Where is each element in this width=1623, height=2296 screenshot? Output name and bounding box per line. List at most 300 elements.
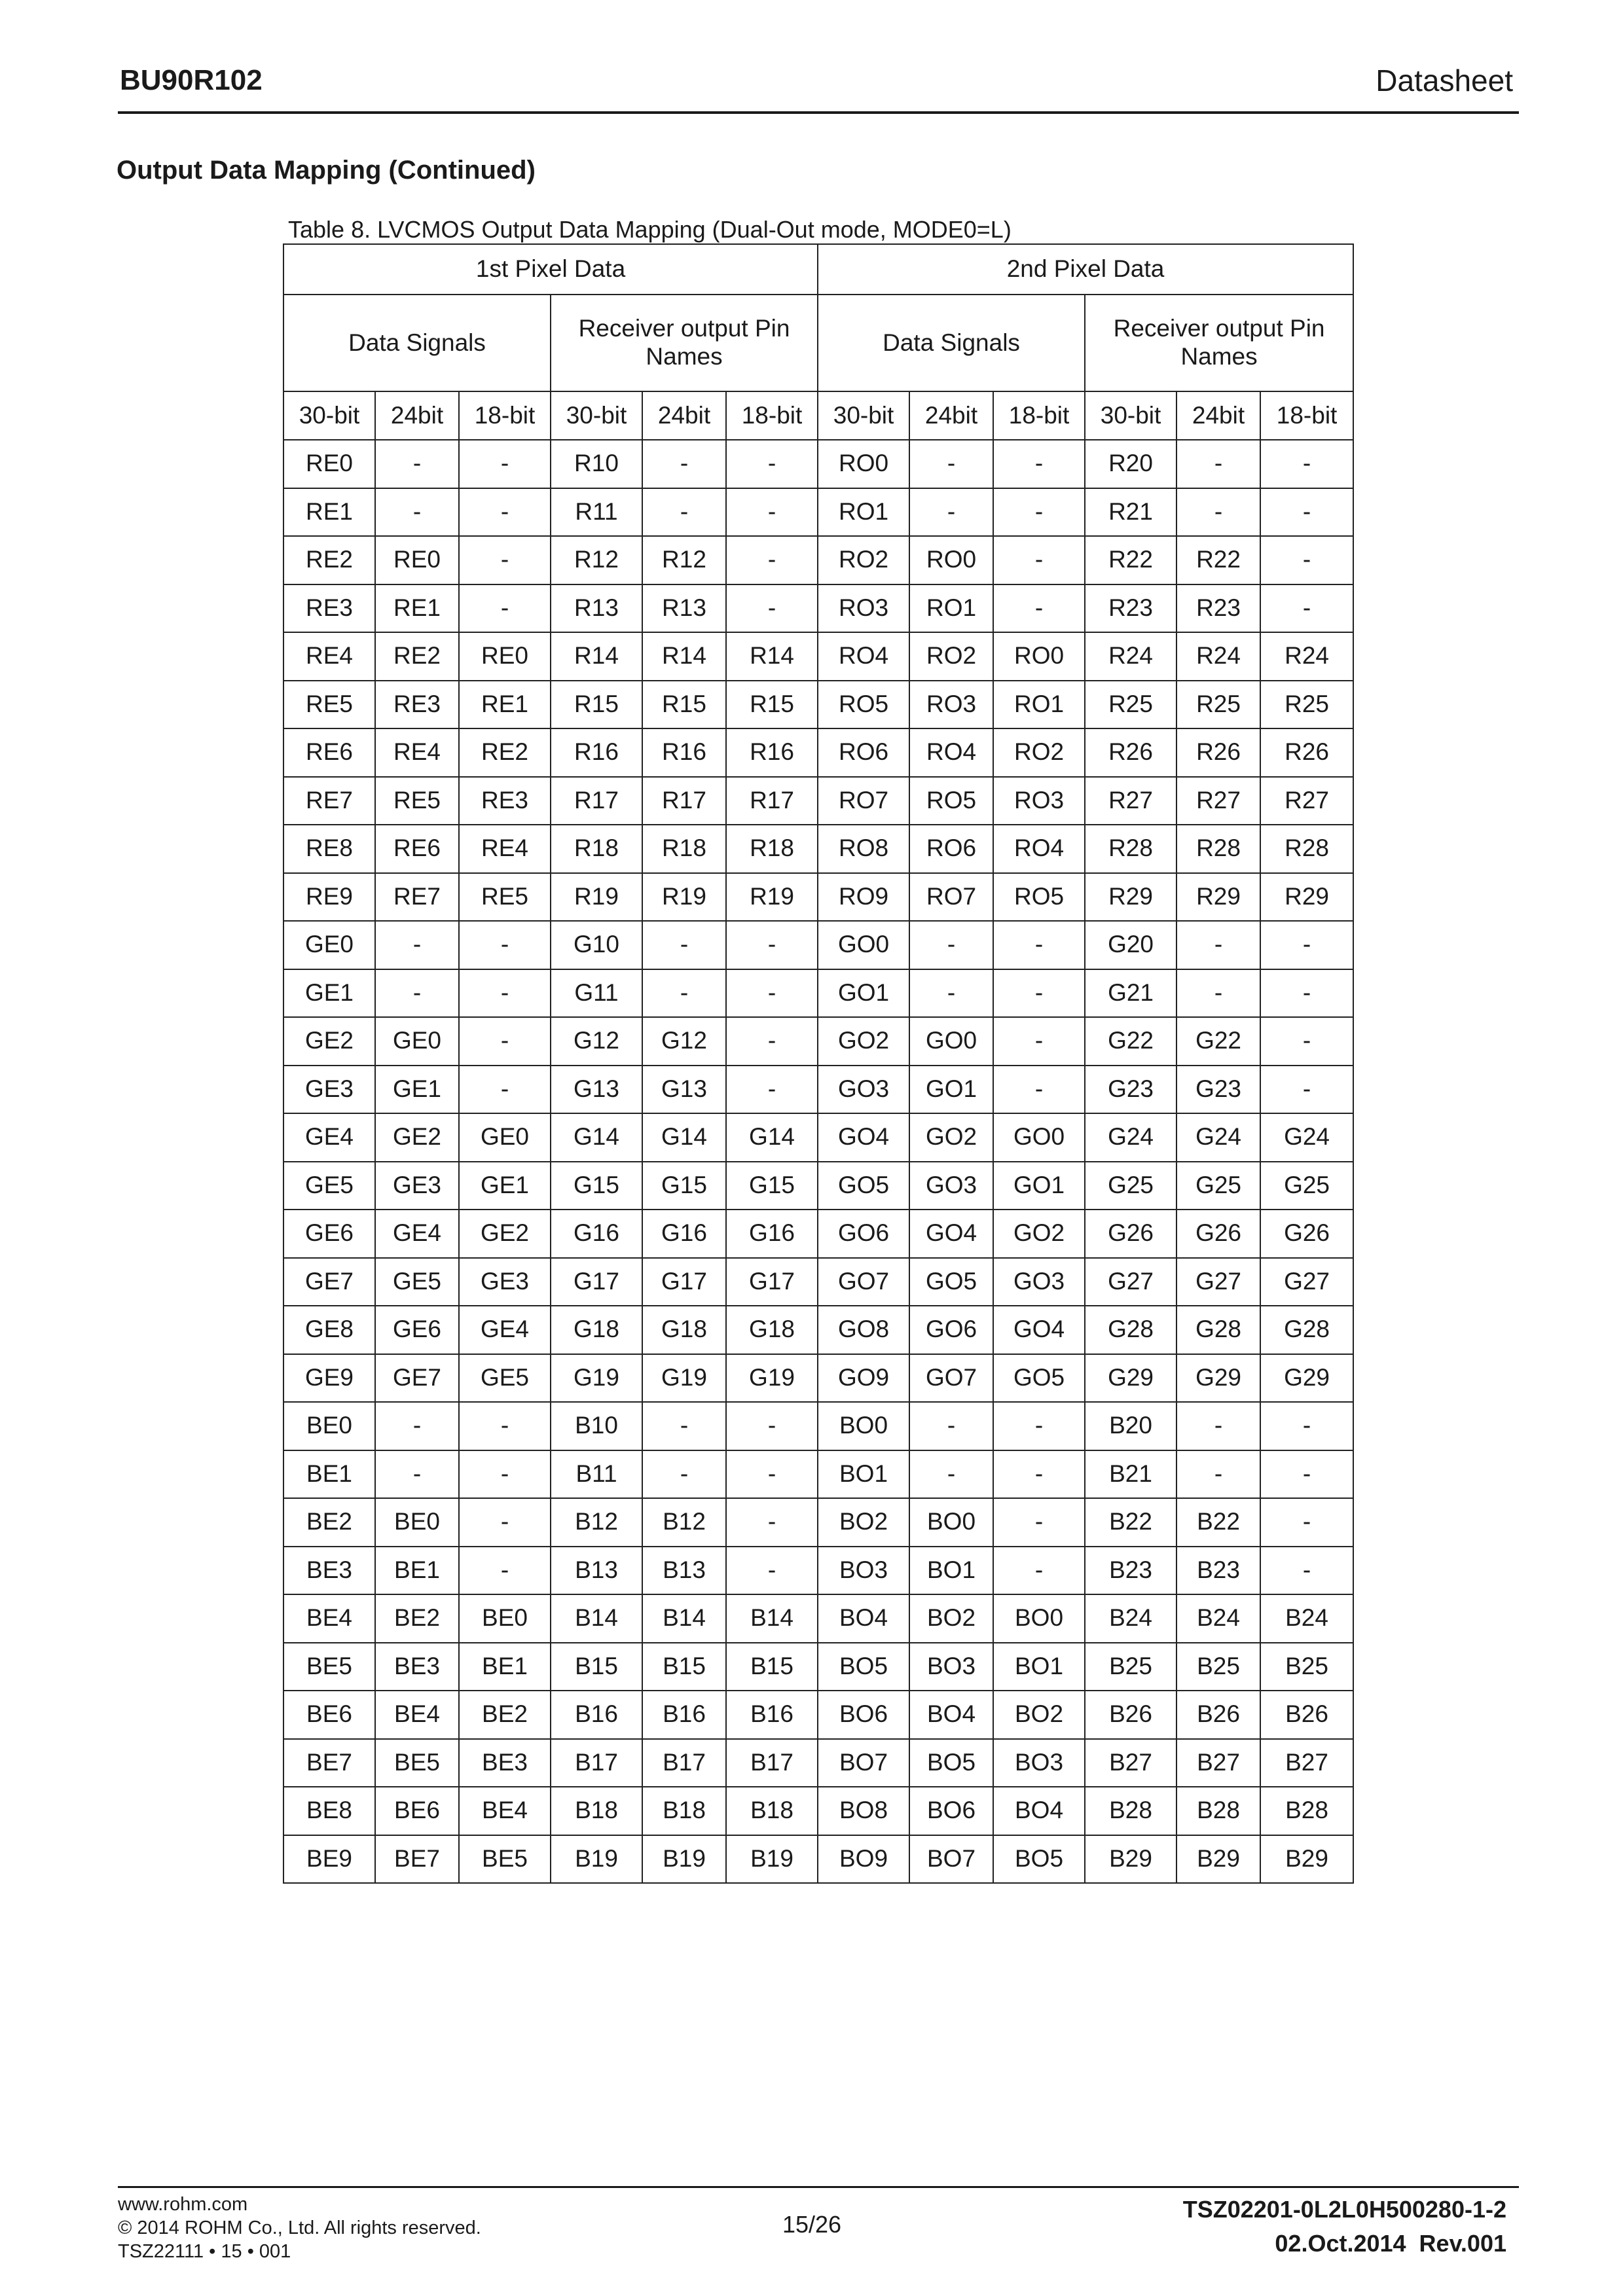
table-cell: -	[1260, 1547, 1353, 1595]
table-cell: R10	[551, 440, 642, 488]
table-cell: BO2	[818, 1498, 909, 1547]
table-cell: -	[375, 1450, 459, 1499]
table-cell: B12	[642, 1498, 726, 1547]
table-cell: B27	[1260, 1739, 1353, 1787]
table-cell: GO1	[818, 969, 909, 1018]
table-row	[283, 728, 1353, 777]
table-cell: -	[1260, 1017, 1353, 1066]
table-cell: R15	[726, 681, 818, 729]
table-row	[283, 1113, 1353, 1162]
table-cell: -	[459, 1066, 551, 1114]
table-cell: G26	[1260, 1210, 1353, 1258]
table-row	[283, 1498, 1353, 1547]
bit-header: 24bit	[375, 391, 459, 440]
table-cell: B27	[1085, 1739, 1176, 1787]
table-cell: -	[726, 536, 818, 584]
table-cell: -	[459, 440, 551, 488]
table-cell: BE7	[283, 1739, 375, 1787]
table-cell: R13	[551, 584, 642, 633]
table-cell: -	[909, 921, 993, 969]
table-cell: G27	[1176, 1258, 1260, 1306]
table-cell: GE6	[375, 1306, 459, 1354]
table-cell: -	[1176, 1402, 1260, 1450]
table-cell: G21	[1085, 969, 1176, 1018]
table-cell: GE3	[459, 1258, 551, 1306]
table-cell: B16	[726, 1691, 818, 1739]
table-cell: -	[909, 969, 993, 1018]
table-row	[283, 873, 1353, 922]
table-cell: GO4	[993, 1306, 1085, 1354]
table-cell: G18	[551, 1306, 642, 1354]
table-cell: -	[993, 488, 1085, 537]
table-cell: G27	[1085, 1258, 1176, 1306]
bit-header: 30-bit	[1085, 391, 1176, 440]
table-cell: RO1	[993, 681, 1085, 729]
table-cell: R27	[1260, 777, 1353, 825]
table-cell: GO7	[818, 1258, 909, 1306]
table-cell: -	[1260, 969, 1353, 1018]
table-row	[283, 536, 1353, 584]
table-cell: -	[1260, 1402, 1353, 1450]
table-cell: -	[1176, 1450, 1260, 1499]
table-cell: B29	[1085, 1835, 1176, 1884]
table-cell: -	[726, 488, 818, 537]
table-cell: G28	[1260, 1306, 1353, 1354]
table-row	[283, 1017, 1353, 1066]
table-cell: RE0	[283, 440, 375, 488]
bit-header: 24bit	[642, 391, 726, 440]
table-cell: RO9	[818, 873, 909, 922]
sub-header-pin-names-2: Receiver output Pin Names	[1085, 295, 1353, 391]
bit-header: 30-bit	[551, 391, 642, 440]
table-cell: GE6	[283, 1210, 375, 1258]
table-cell: G23	[1085, 1066, 1176, 1114]
table-cell: BE6	[283, 1691, 375, 1739]
table-row	[283, 681, 1353, 729]
table-cell: B18	[551, 1787, 642, 1835]
table-cell: BO1	[909, 1547, 993, 1595]
table-cell: -	[459, 1547, 551, 1595]
table-cell: RE2	[375, 632, 459, 681]
table-cell: B17	[726, 1739, 818, 1787]
table-cell: GO3	[818, 1066, 909, 1114]
table-cell: BO2	[993, 1691, 1085, 1739]
table-cell: G22	[1085, 1017, 1176, 1066]
table-cell: RO2	[909, 632, 993, 681]
table-cell: GE5	[283, 1162, 375, 1210]
table-cell: RE6	[283, 728, 375, 777]
table-cell: B19	[726, 1835, 818, 1884]
table-cell: R26	[1260, 728, 1353, 777]
table-cell: GE0	[375, 1017, 459, 1066]
table-cell: -	[642, 1402, 726, 1450]
bit-header: 30-bit	[818, 391, 909, 440]
bit-width-header-row	[283, 391, 1353, 440]
table-cell: B28	[1260, 1787, 1353, 1835]
table-cell: G13	[551, 1066, 642, 1114]
table-cell: GO4	[818, 1113, 909, 1162]
table-cell: G24	[1085, 1113, 1176, 1162]
table-cell: B18	[642, 1787, 726, 1835]
table-cell: RE3	[283, 584, 375, 633]
table-cell: -	[993, 536, 1085, 584]
table-row	[283, 632, 1353, 681]
table-cell: B16	[551, 1691, 642, 1739]
table-cell: R26	[1085, 728, 1176, 777]
table-cell: B19	[551, 1835, 642, 1884]
table-cell: G23	[1176, 1066, 1260, 1114]
table-cell: GE4	[375, 1210, 459, 1258]
table-cell: B14	[642, 1594, 726, 1643]
table-cell: G17	[551, 1258, 642, 1306]
table-cell: BO3	[993, 1739, 1085, 1787]
table-cell: RO7	[909, 873, 993, 922]
table-cell: RE1	[459, 681, 551, 729]
table-cell: BE3	[283, 1547, 375, 1595]
table-cell: B26	[1260, 1691, 1353, 1739]
table-cell: RE4	[375, 728, 459, 777]
table-cell: GE7	[375, 1354, 459, 1403]
table-cell: GE0	[459, 1113, 551, 1162]
table-cell: GO5	[818, 1162, 909, 1210]
table-cell: -	[1260, 1450, 1353, 1499]
table-cell: R25	[1085, 681, 1176, 729]
document-type: Datasheet	[1376, 63, 1513, 98]
table-cell: BO5	[909, 1739, 993, 1787]
table-cell: -	[993, 1498, 1085, 1547]
table-cell: R18	[642, 825, 726, 873]
table-cell: R19	[551, 873, 642, 922]
sub-header-data-signals-2: Data Signals	[818, 295, 1085, 391]
table-cell: R29	[1260, 873, 1353, 922]
table-cell: B24	[1085, 1594, 1176, 1643]
table-cell: R23	[1176, 584, 1260, 633]
table-cell: GO4	[909, 1210, 993, 1258]
table-cell: R19	[642, 873, 726, 922]
table-cell: R24	[1085, 632, 1176, 681]
table-cell: R28	[1176, 825, 1260, 873]
table-cell: G28	[1176, 1306, 1260, 1354]
table-row	[283, 1306, 1353, 1354]
table-cell: B14	[551, 1594, 642, 1643]
table-cell: G22	[1176, 1017, 1260, 1066]
table-cell: -	[726, 440, 818, 488]
table-cell: G11	[551, 969, 642, 1018]
table-cell: GE9	[283, 1354, 375, 1403]
table-cell: R27	[1085, 777, 1176, 825]
table-cell: BO2	[909, 1594, 993, 1643]
table-cell: B13	[551, 1547, 642, 1595]
table-cell: B28	[1085, 1787, 1176, 1835]
table-cell: -	[1260, 536, 1353, 584]
table-cell: RO7	[818, 777, 909, 825]
table-row	[283, 1258, 1353, 1306]
table-cell: -	[726, 1017, 818, 1066]
table-cell: -	[909, 1402, 993, 1450]
sub-header-pin-names-1: Receiver output Pin Names	[551, 295, 818, 391]
table-cell: GE1	[375, 1066, 459, 1114]
table-cell: GO1	[909, 1066, 993, 1114]
table-cell: B21	[1085, 1450, 1176, 1499]
table-row	[283, 1787, 1353, 1835]
table-cell: -	[993, 1066, 1085, 1114]
table-cell: BO8	[818, 1787, 909, 1835]
table-cell: RO8	[818, 825, 909, 873]
table-cell: G19	[726, 1354, 818, 1403]
part-number: BU90R102	[120, 64, 263, 96]
table-row	[283, 825, 1353, 873]
table-row	[283, 1691, 1353, 1739]
table-cell: GE4	[283, 1113, 375, 1162]
table-cell: RO6	[909, 825, 993, 873]
table-cell: R14	[642, 632, 726, 681]
table-cell: -	[726, 1066, 818, 1114]
table-cell: R29	[1085, 873, 1176, 922]
table-cell: -	[1176, 488, 1260, 537]
table-cell: -	[993, 440, 1085, 488]
bit-header: 18-bit	[459, 391, 551, 440]
table-cell: RE9	[283, 873, 375, 922]
table-cell: R18	[726, 825, 818, 873]
table-cell: BO4	[993, 1787, 1085, 1835]
table-cell: BE5	[283, 1643, 375, 1691]
table-row	[283, 584, 1353, 633]
table-cell: -	[642, 440, 726, 488]
table-cell: B12	[551, 1498, 642, 1547]
table-cell: GE5	[375, 1258, 459, 1306]
table-cell: GO2	[993, 1210, 1085, 1258]
table-cell: G17	[726, 1258, 818, 1306]
table-cell: B19	[642, 1835, 726, 1884]
table-cell: R22	[1176, 536, 1260, 584]
table-cell: GO6	[818, 1210, 909, 1258]
table-cell: -	[993, 584, 1085, 633]
table-cell: BE5	[375, 1739, 459, 1787]
table-cell: -	[726, 1402, 818, 1450]
table-cell: R25	[1260, 681, 1353, 729]
table-cell: RO4	[909, 728, 993, 777]
table-cell: R12	[551, 536, 642, 584]
table-cell: B25	[1260, 1643, 1353, 1691]
output-mapping-table	[283, 243, 1354, 1884]
table-cell: -	[909, 488, 993, 537]
table-cell: -	[1260, 921, 1353, 969]
table-cell: G15	[642, 1162, 726, 1210]
table-cell: R14	[726, 632, 818, 681]
section-title: Output Data Mapping (Continued)	[117, 156, 536, 185]
table-cell: R25	[1176, 681, 1260, 729]
table-cell: -	[993, 1547, 1085, 1595]
table-cell: B23	[1176, 1547, 1260, 1595]
table-cell: B26	[1085, 1691, 1176, 1739]
table-cell: G14	[551, 1113, 642, 1162]
table-cell: G15	[726, 1162, 818, 1210]
table-cell: G15	[551, 1162, 642, 1210]
table-cell: -	[642, 921, 726, 969]
table-cell: -	[459, 584, 551, 633]
table-cell: RE1	[375, 584, 459, 633]
table-cell: RE0	[459, 632, 551, 681]
table-cell: R14	[551, 632, 642, 681]
table-row	[283, 921, 1353, 969]
table-cell: G20	[1085, 921, 1176, 969]
table-cell: G26	[1176, 1210, 1260, 1258]
table-cell: GO0	[818, 921, 909, 969]
table-cell: R27	[1176, 777, 1260, 825]
table-cell: R17	[551, 777, 642, 825]
table-cell: BE6	[375, 1787, 459, 1835]
table-cell: BO4	[909, 1691, 993, 1739]
table-row	[283, 1066, 1353, 1114]
table-cell: -	[1260, 584, 1353, 633]
table-cell: G16	[642, 1210, 726, 1258]
table-cell: B22	[1176, 1498, 1260, 1547]
table-cell: G18	[642, 1306, 726, 1354]
table-cell: GO2	[909, 1113, 993, 1162]
table-cell: G24	[1176, 1113, 1260, 1162]
table-cell: GE1	[459, 1162, 551, 1210]
table-cell: -	[993, 969, 1085, 1018]
table-cell: -	[1260, 488, 1353, 537]
table-cell: B27	[1176, 1739, 1260, 1787]
table-row	[283, 440, 1353, 488]
table-cell: GE0	[283, 921, 375, 969]
table-row	[283, 1162, 1353, 1210]
table-row	[283, 1594, 1353, 1643]
table-cell: R23	[1085, 584, 1176, 633]
table-cell: BE2	[459, 1691, 551, 1739]
table-row	[283, 1835, 1353, 1884]
table-cell: B15	[642, 1643, 726, 1691]
table-cell: BE3	[375, 1643, 459, 1691]
table-cell: RE5	[283, 681, 375, 729]
table-cell: B29	[1176, 1835, 1260, 1884]
table-cell: GE2	[283, 1017, 375, 1066]
table-cell: GE2	[375, 1113, 459, 1162]
table-row	[283, 1739, 1353, 1787]
table-cell: B18	[726, 1787, 818, 1835]
table-cell: B22	[1085, 1498, 1176, 1547]
table-cell: R13	[642, 584, 726, 633]
table-cell: BE5	[459, 1835, 551, 1884]
table-cell: R17	[642, 777, 726, 825]
table-cell: B15	[726, 1643, 818, 1691]
table-cell: BE4	[375, 1691, 459, 1739]
table-cell: -	[1176, 969, 1260, 1018]
table-cell: RO0	[818, 440, 909, 488]
table-cell: BE3	[459, 1739, 551, 1787]
table-cell: BE1	[375, 1547, 459, 1595]
table-cell: G18	[726, 1306, 818, 1354]
table-cell: B23	[1085, 1547, 1176, 1595]
table-cell: B15	[551, 1643, 642, 1691]
table-cell: RO0	[909, 536, 993, 584]
table-cell: GE4	[459, 1306, 551, 1354]
table-cell: R28	[1260, 825, 1353, 873]
page-number: 15/26	[782, 2211, 842, 2238]
table-cell: B11	[551, 1450, 642, 1499]
table-cell: B29	[1260, 1835, 1353, 1884]
table-row	[283, 969, 1353, 1018]
table-cell: GE2	[459, 1210, 551, 1258]
table-cell: B10	[551, 1402, 642, 1450]
table-cell: R24	[1260, 632, 1353, 681]
table-cell: R24	[1176, 632, 1260, 681]
table-cell: R16	[726, 728, 818, 777]
table-cell: -	[459, 536, 551, 584]
table-cell: G17	[642, 1258, 726, 1306]
table-cell: -	[726, 921, 818, 969]
table-cell: -	[375, 1402, 459, 1450]
table-cell: R26	[1176, 728, 1260, 777]
table-cell: RO3	[909, 681, 993, 729]
table-cell: GO1	[993, 1162, 1085, 1210]
group-header-1st-pixel: 1st Pixel Data	[283, 244, 818, 295]
table-cell: BO6	[909, 1787, 993, 1835]
footer-right	[1183, 2193, 1506, 2261]
table-cell: BO3	[909, 1643, 993, 1691]
table-cell: R28	[1085, 825, 1176, 873]
table-cell: G14	[726, 1113, 818, 1162]
table-cell: G19	[551, 1354, 642, 1403]
table-cell: BO1	[993, 1643, 1085, 1691]
table-cell: RE2	[283, 536, 375, 584]
group-header-row	[283, 244, 1353, 295]
table-cell: -	[1176, 440, 1260, 488]
table-cell: B13	[642, 1547, 726, 1595]
table-cell: G13	[642, 1066, 726, 1114]
table-cell: RO4	[993, 825, 1085, 873]
table-cell: BO5	[818, 1643, 909, 1691]
table-cell: G27	[1260, 1258, 1353, 1306]
table-cell: RO4	[818, 632, 909, 681]
table-cell: R12	[642, 536, 726, 584]
table-row	[283, 1643, 1353, 1691]
table-cell: R22	[1085, 536, 1176, 584]
table-cell: -	[459, 921, 551, 969]
table-cell: RE4	[283, 632, 375, 681]
table-cell: BO7	[909, 1835, 993, 1884]
table-cell: B14	[726, 1594, 818, 1643]
table-cell: RO2	[993, 728, 1085, 777]
header-divider	[118, 111, 1519, 114]
bit-header: 30-bit	[283, 391, 375, 440]
table-cell: BO3	[818, 1547, 909, 1595]
table-cell: -	[642, 969, 726, 1018]
table-cell: -	[909, 1450, 993, 1499]
footer-left	[118, 2193, 481, 2263]
table-cell: BO0	[993, 1594, 1085, 1643]
table-cell: RO2	[818, 536, 909, 584]
table-cell: R20	[1085, 440, 1176, 488]
table-cell: BO1	[818, 1450, 909, 1499]
table-cell: RO0	[993, 632, 1085, 681]
table-cell: BE9	[283, 1835, 375, 1884]
table-row	[283, 1402, 1353, 1450]
table-cell: R18	[551, 825, 642, 873]
table-cell: BO0	[818, 1402, 909, 1450]
table-cell: RE4	[459, 825, 551, 873]
table-cell: -	[993, 1450, 1085, 1499]
table-cell: BE1	[283, 1450, 375, 1499]
table-cell: R29	[1176, 873, 1260, 922]
footer-website: www.rohm.com	[118, 2194, 248, 2215]
table-cell: B24	[1260, 1594, 1353, 1643]
table-cell: BO9	[818, 1835, 909, 1884]
table-cell: GE3	[375, 1162, 459, 1210]
table-cell: GO5	[909, 1258, 993, 1306]
bit-header: 24bit	[909, 391, 993, 440]
